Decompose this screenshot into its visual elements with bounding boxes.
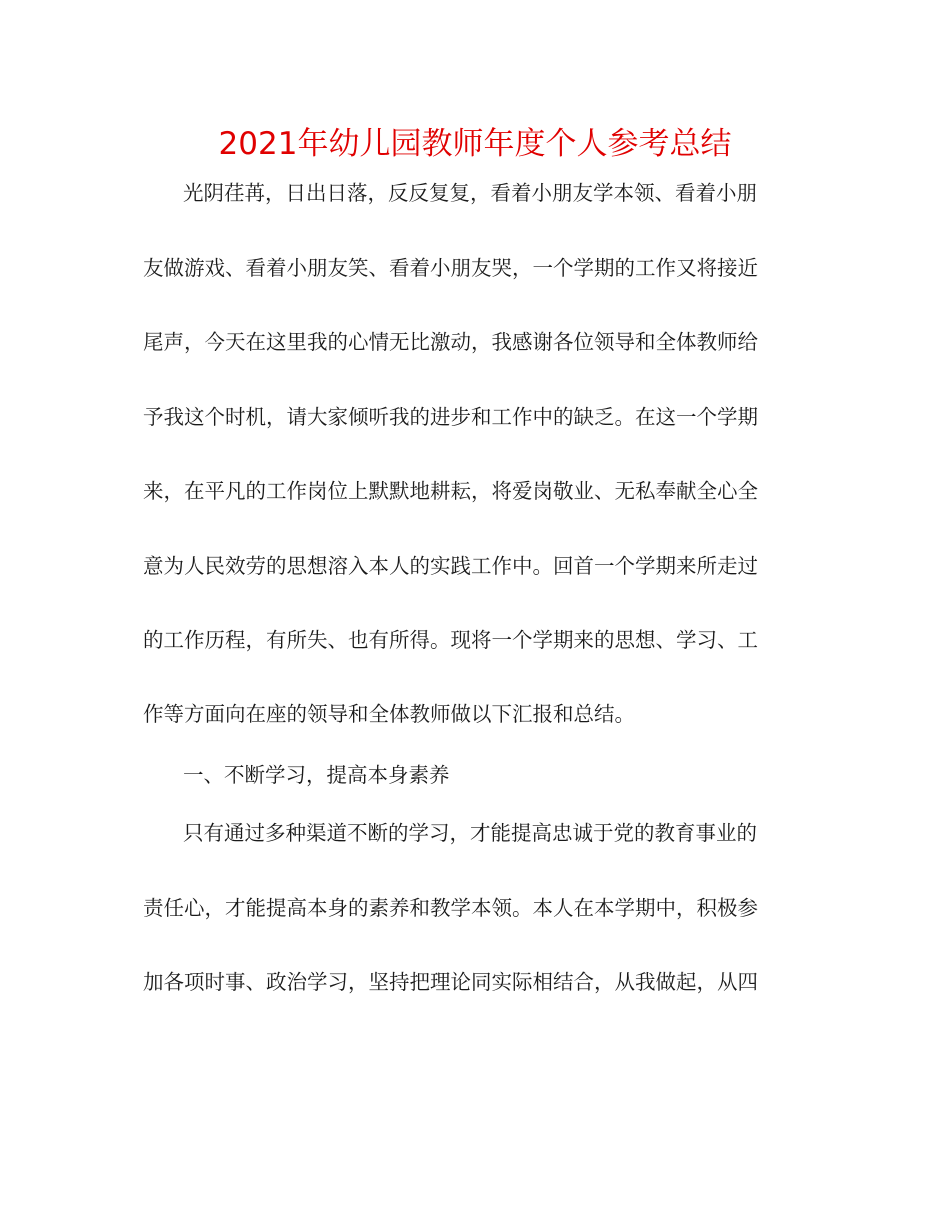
paragraph-line: 尾声，今天在这里我的心情无比激动，我感谢各位领导和全体教师给 [143,330,758,354]
paragraph-line: 的工作历程，有所失、也有所得。现将一个学期来的思想、学习、工 [143,628,758,652]
paragraph-line: 友做游戏、看着小朋友笑、看着小朋友哭，一个学期的工作又将接近 [143,256,758,280]
paragraph-line: 意为人民效劳的思想溶入本人的实践工作中。回首一个学期来所走过 [143,554,758,578]
section-heading: 一、不断学习，提高本身素养 [183,763,450,787]
document-title: 2021年幼儿园教师年度个人参考总结 [218,126,732,162]
paragraph-line: 加各项时事、政治学习，坚持把理论同实际相结合，从我做起，从四 [143,970,758,994]
paragraph-line: 只有通过多种渠道不断的学习，才能提高忠诚于党的教育事业的 [183,821,757,845]
paragraph-line: 来，在平凡的工作岗位上默默地耕耘，将爱岗敬业、无私奉献全心全 [143,479,758,503]
paragraph-line: 责任心，才能提高本身的素养和教学本领。本人在本学期中，积极参 [143,896,758,920]
paragraph-line: 作等方面向在座的领导和全体教师做以下汇报和总结。 [143,702,635,726]
paragraph-line: 予我这个时机，请大家倾听我的进步和工作中的缺乏。在这一个学期 [143,405,758,429]
paragraph-line: 光阴荏苒，日出日落，反反复复，看着小朋友学本领、看着小朋 [183,181,757,205]
